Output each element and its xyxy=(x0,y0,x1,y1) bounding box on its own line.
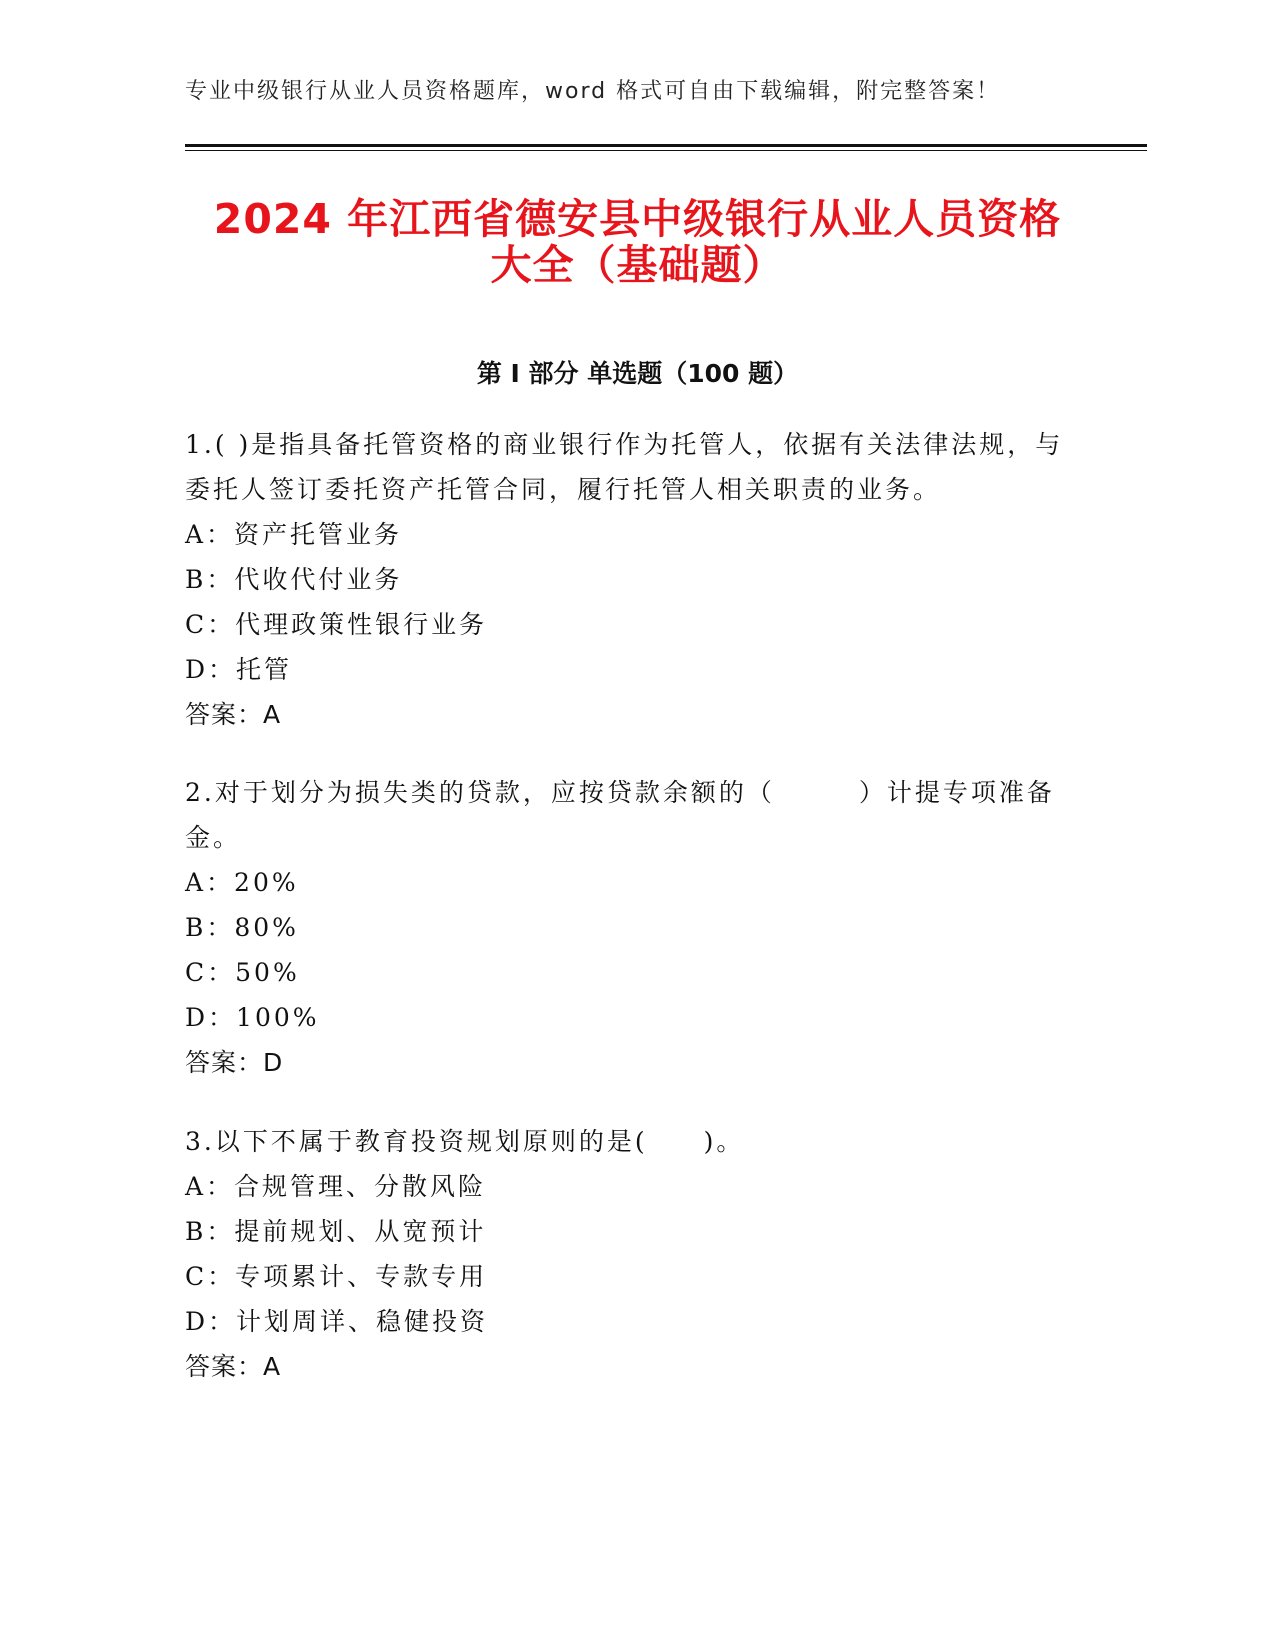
header-rule-thick xyxy=(185,144,1147,147)
answer: 答案：D xyxy=(185,1048,284,1077)
question-1 xyxy=(185,422,1065,737)
option-b: B：提前规划、从宽预计 xyxy=(185,1217,487,1246)
option-d: D：计划周详、稳健投资 xyxy=(185,1307,489,1336)
section-heading: 第 I 部分 单选题（100 题） xyxy=(476,359,799,388)
option-a: A：资产托管业务 xyxy=(185,520,403,549)
answer: 答案：A xyxy=(185,700,282,729)
title-line-2: 大全（基础题） xyxy=(490,241,785,289)
option-d: D：托管 xyxy=(185,655,293,684)
question-stem: 2.对于划分为损失类的贷款，应按贷款余额的（ ）计提专项准备金。 xyxy=(185,778,1055,852)
question-2 xyxy=(185,770,1065,1085)
document-title xyxy=(150,196,1125,288)
option-b: B：代收代付业务 xyxy=(185,565,403,594)
option-c: C：代理政策性银行业务 xyxy=(185,610,488,639)
title-line-1: 2024 年江西省德安县中级银行从业人员资格 xyxy=(213,195,1062,243)
answer: 答案：A xyxy=(185,1352,282,1381)
option-a: A：20% xyxy=(185,868,299,897)
question-stem: 3.以下不属于教育投资规划原则的是( )。 xyxy=(185,1127,745,1156)
option-c: C：专项累计、专款专用 xyxy=(185,1262,488,1291)
header-rule-thin xyxy=(185,150,1147,151)
question-3 xyxy=(185,1119,1065,1389)
option-d: D：100% xyxy=(185,1003,320,1032)
question-stem: 1.( )是指具备托管资格的商业银行作为托管人，依据有关法律法规，与委托人签订委托资产托管合同，履行托管人相关职责的业务。 xyxy=(185,430,1064,504)
option-c: C：50% xyxy=(185,958,300,987)
option-b: B：80% xyxy=(185,913,299,942)
header-note: 专业中级银行从业人员资格题库，word 格式可自由下载编辑，附完整答案！ xyxy=(185,79,1001,104)
option-a: A：合规管理、分散风险 xyxy=(185,1172,487,1201)
